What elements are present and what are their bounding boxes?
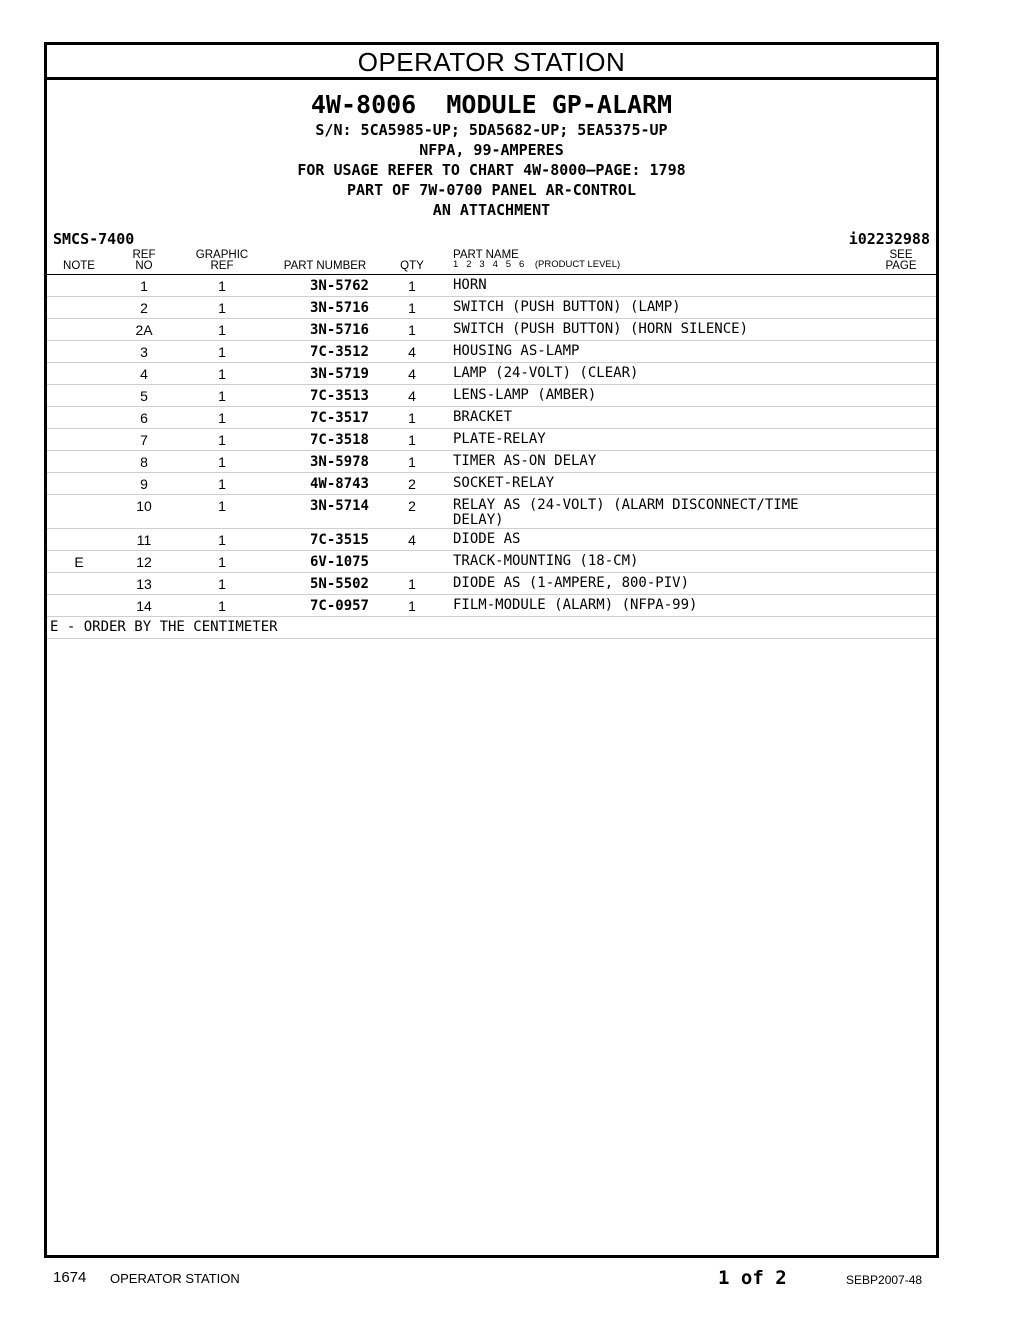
ref-no-cell: 13: [136, 576, 152, 592]
ref-no-cell: 5: [140, 388, 148, 404]
part-name-cell: BRACKET: [453, 409, 513, 425]
table-row: [47, 319, 936, 341]
table-row: [47, 451, 936, 473]
col-product-level: 1 2 3 4 5 6 (PRODUCT LEVEL): [453, 259, 621, 270]
qty-cell: 1: [408, 278, 416, 294]
part-number-cell: 7C-3515: [309, 532, 369, 548]
part-number-cell: 7C-0957: [309, 598, 369, 614]
part-name-cell: PLATE-RELAY: [453, 431, 546, 447]
table-row: [47, 363, 936, 385]
page-frame: [44, 42, 939, 1258]
qty-cell: 4: [408, 366, 416, 382]
qty-cell: 1: [408, 576, 416, 592]
graphic-ref-cell: 1: [218, 454, 226, 470]
col-ref-no-bottom: NO: [135, 260, 153, 272]
page-footer: [0, 1266, 1020, 1290]
ref-no-cell: 1: [140, 278, 148, 294]
column-header: [47, 250, 936, 275]
qty-cell: 1: [408, 300, 416, 316]
header-block: [47, 90, 936, 220]
table-row: [47, 429, 936, 451]
col-note: NOTE: [63, 260, 95, 272]
table-row: [47, 341, 936, 363]
qty-cell: 1: [408, 454, 416, 470]
part-number-cell: 7C-3517: [309, 410, 369, 426]
part-number-cell: 3N-5716: [309, 322, 369, 338]
graphic-ref-cell: 1: [218, 598, 226, 614]
col-ref-no-top: REF: [132, 249, 156, 261]
table-row: [47, 385, 936, 407]
attachment-line: AN ATTACHMENT: [432, 201, 551, 219]
table-row: [47, 473, 936, 495]
table-row: [47, 275, 936, 297]
qty-cell: 4: [408, 344, 416, 360]
graphic-ref-cell: 1: [218, 532, 226, 548]
usage-reference: FOR USAGE REFER TO CHART 4W-8000—PAGE: 1798: [297, 161, 686, 179]
graphic-ref-cell: 1: [218, 300, 226, 316]
ref-no-cell: 4: [140, 366, 148, 382]
table-row: [47, 573, 936, 595]
graphic-ref-cell: 1: [218, 322, 226, 338]
ref-no-cell: 7: [140, 432, 148, 448]
graphic-ref-cell: 1: [218, 366, 226, 382]
ref-no-cell: 8: [140, 454, 148, 470]
module-title: 4W-8006 MODULE GP-ALARM: [310, 90, 673, 119]
ref-no-cell: 2: [140, 300, 148, 316]
col-graphic-ref-bottom: REF: [210, 260, 234, 272]
part-number-cell: 4W-8743: [309, 476, 369, 492]
part-number-cell: 5N-5502: [309, 576, 369, 592]
table-row: [47, 529, 936, 551]
part-number-cell: 7C-3518: [309, 432, 369, 448]
qty-cell: 1: [408, 410, 416, 426]
part-name-cell: DIODE AS (1-AMPERE, 800-PIV): [453, 575, 690, 591]
col-part-number: PART NUMBER: [283, 260, 367, 272]
part-number-cell: 3N-5762: [309, 278, 369, 294]
ref-no-cell: 3: [140, 344, 148, 360]
rating-line: NFPA, 99-AMPERES: [419, 141, 564, 159]
col-see-page-bottom: PAGE: [885, 260, 917, 272]
part-name-cell: HOUSING AS-LAMP: [453, 343, 580, 359]
serial-numbers: S/N: 5CA5985-UP; 5DA5682-UP; 5EA5375-UP: [315, 121, 668, 139]
part-number-cell: 7C-3513: [309, 388, 369, 404]
part-of-line: PART OF 7W-0700 PANEL AR-CONTROL: [347, 181, 636, 199]
part-name-cell: HORN: [453, 277, 487, 293]
part-number-cell: 3N-5719: [309, 366, 369, 382]
part-name-cell: SWITCH (PUSH BUTTON) (HORN SILENCE): [453, 321, 749, 337]
graphic-ref-cell: 1: [218, 344, 226, 360]
table-row: [47, 407, 936, 429]
section-title: OPERATOR STATION: [47, 45, 936, 80]
part-number-cell: 6V-1075: [309, 554, 369, 570]
footer-section: OPERATOR STATION: [110, 1271, 240, 1286]
part-number-cell: 3N-5716: [309, 300, 369, 316]
graphic-ref-cell: 1: [218, 554, 226, 570]
page-number: 1674: [53, 1269, 87, 1286]
col-graphic-ref-top: GRAPHIC: [195, 249, 249, 261]
illustration-id: i02232988: [848, 230, 930, 248]
part-name-cell: FILM-MODULE (ALARM) (NFPA-99): [453, 597, 698, 613]
graphic-ref-cell: 1: [218, 576, 226, 592]
part-name-cell: RELAY AS (24-VOLT) (ALARM DISCONNECT/TIME DELAY): [453, 497, 799, 528]
graphic-ref-cell: 1: [218, 410, 226, 426]
part-name-cell: DIODE AS: [453, 531, 521, 547]
graphic-ref-cell: 1: [218, 278, 226, 294]
table-row: [47, 551, 936, 573]
footnote: [47, 617, 936, 639]
graphic-ref-cell: 1: [218, 476, 226, 492]
qty-cell: 1: [408, 598, 416, 614]
ref-no-cell: 9: [140, 476, 148, 492]
ref-no-cell: 2A: [135, 322, 153, 338]
qty-cell: 2: [408, 476, 416, 492]
part-number-cell: 7C-3512: [309, 344, 369, 360]
col-part-name: PART NAME: [453, 249, 519, 261]
ref-no-cell: 12: [136, 554, 152, 570]
graphic-ref-cell: 1: [218, 388, 226, 404]
ref-no-cell: 10: [136, 498, 152, 514]
document-id: SEBP2007-48: [846, 1273, 923, 1287]
graphic-ref-cell: 1: [218, 432, 226, 448]
table-row: [47, 297, 936, 319]
footnote-text: E - ORDER BY THE CENTIMETER: [50, 619, 278, 635]
qty-cell: 4: [408, 532, 416, 548]
part-name-cell: LAMP (24-VOLT) (CLEAR): [453, 365, 639, 381]
table-row: [47, 595, 936, 617]
part-name-cell: SOCKET-RELAY: [453, 475, 555, 491]
part-name-cell: TIMER AS-ON DELAY: [453, 453, 597, 469]
part-number-cell: 3N-5978: [309, 454, 369, 470]
parts-list: [47, 275, 936, 617]
part-name-cell: SWITCH (PUSH BUTTON) (LAMP): [453, 299, 681, 315]
graphic-ref-cell: 1: [218, 498, 226, 514]
col-see-page-top: SEE: [889, 249, 913, 261]
qty-cell: 4: [408, 388, 416, 404]
qty-cell: 1: [408, 322, 416, 338]
part-name-cell: LENS-LAMP (AMBER): [453, 387, 597, 403]
ref-no-cell: 14: [136, 598, 152, 614]
sheet-indicator: 1 of 2: [718, 1267, 787, 1289]
smcs-code: SMCS-7400: [53, 230, 135, 248]
ref-no-cell: 11: [136, 532, 152, 548]
qty-cell: 2: [408, 498, 416, 514]
smcs-row: [47, 228, 936, 250]
table-row: [47, 495, 936, 529]
col-qty: QTY: [400, 260, 424, 272]
note-cell: E: [74, 554, 84, 570]
part-name-cell: TRACK-MOUNTING (18-CM): [453, 553, 639, 569]
qty-cell: 1: [408, 432, 416, 448]
ref-no-cell: 6: [140, 410, 148, 426]
part-number-cell: 3N-5714: [309, 498, 369, 514]
